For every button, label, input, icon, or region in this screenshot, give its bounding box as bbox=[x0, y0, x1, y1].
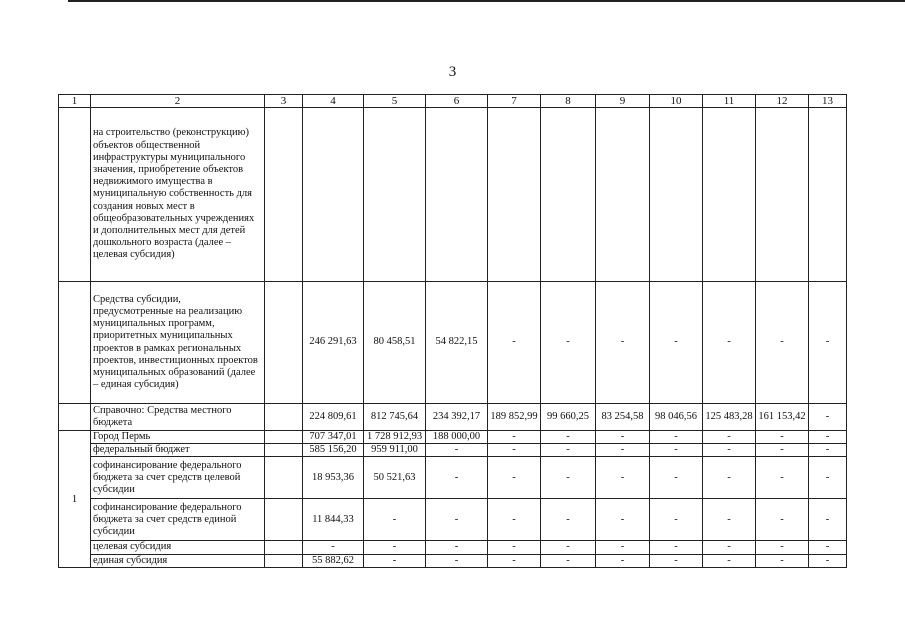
value-cell: 224 809,61 bbox=[303, 404, 364, 431]
value-cell: 189 852,99 bbox=[488, 404, 541, 431]
value-cell: 99 660,25 bbox=[541, 404, 596, 431]
value-cell bbox=[265, 404, 303, 431]
value-cell: - bbox=[756, 554, 809, 567]
row-label: федеральный бюджет bbox=[91, 444, 265, 457]
value-cell: 246 291,63 bbox=[303, 282, 364, 404]
value-cell: - bbox=[650, 444, 703, 457]
page-number: 3 bbox=[448, 64, 457, 80]
value-cell: - bbox=[809, 282, 847, 404]
value-cell: - bbox=[650, 431, 703, 444]
value-cell bbox=[265, 457, 303, 499]
table-header-row bbox=[59, 95, 847, 108]
value-cell: 959 911,00 bbox=[364, 444, 426, 457]
header-cell: 5 bbox=[364, 95, 426, 108]
value-cell: - bbox=[596, 457, 650, 499]
value-cell: - bbox=[488, 282, 541, 404]
value-cell: - bbox=[364, 499, 426, 541]
value-cell: 18 953,36 bbox=[303, 457, 364, 499]
value-cell: - bbox=[541, 444, 596, 457]
value-cell: - bbox=[596, 282, 650, 404]
value-cell: - bbox=[303, 541, 364, 554]
value-cell: - bbox=[809, 541, 847, 554]
value-cell: - bbox=[488, 554, 541, 567]
value-cell: - bbox=[541, 282, 596, 404]
value-cell: - bbox=[809, 444, 847, 457]
value-cell: - bbox=[809, 404, 847, 431]
value-cell: 707 347,01 bbox=[303, 431, 364, 444]
value-cell: - bbox=[541, 541, 596, 554]
budget-table bbox=[58, 94, 847, 568]
value-cell bbox=[703, 108, 756, 282]
row-label: единая субсидия bbox=[91, 554, 265, 567]
value-cell: - bbox=[703, 457, 756, 499]
value-cell: - bbox=[426, 541, 488, 554]
value-cell bbox=[596, 108, 650, 282]
value-cell bbox=[756, 108, 809, 282]
value-cell: - bbox=[650, 282, 703, 404]
value-cell: - bbox=[488, 499, 541, 541]
row-number-cell bbox=[59, 282, 91, 404]
value-cell: - bbox=[650, 499, 703, 541]
row-label: Город Пермь bbox=[91, 431, 265, 444]
header-cell: 6 bbox=[426, 95, 488, 108]
value-cell bbox=[265, 554, 303, 567]
value-cell: - bbox=[703, 444, 756, 457]
header-cell: 10 bbox=[650, 95, 703, 108]
value-cell bbox=[488, 108, 541, 282]
value-cell: 55 882,62 bbox=[303, 554, 364, 567]
table-row bbox=[59, 541, 847, 554]
value-cell: - bbox=[364, 554, 426, 567]
value-cell: - bbox=[703, 431, 756, 444]
value-cell: - bbox=[488, 444, 541, 457]
value-cell: - bbox=[596, 541, 650, 554]
value-cell: - bbox=[756, 444, 809, 457]
value-cell: - bbox=[703, 499, 756, 541]
value-cell: - bbox=[364, 541, 426, 554]
value-cell: 1 728 912,93 bbox=[364, 431, 426, 444]
header-cell: 1 bbox=[59, 95, 91, 108]
value-cell: 54 822,15 bbox=[426, 282, 488, 404]
header-cell: 11 bbox=[703, 95, 756, 108]
value-cell bbox=[809, 108, 847, 282]
value-cell bbox=[541, 108, 596, 282]
value-cell: - bbox=[426, 554, 488, 567]
value-cell: - bbox=[756, 282, 809, 404]
value-cell: - bbox=[596, 499, 650, 541]
row-label: на строительство (реконструкцию) объектов общественной инфраструктуры муниципального значения, приобретение объектов недвижимого имущества в муниципальную собственность для создания новых мест в общеобразовательных учреждениях и дополнительных мест для детей дошкольного возраста (далее – целевая субсидия) bbox=[91, 108, 265, 282]
value-cell: - bbox=[596, 554, 650, 567]
value-cell: - bbox=[488, 431, 541, 444]
value-cell: - bbox=[756, 499, 809, 541]
value-cell: - bbox=[809, 431, 847, 444]
header-cell: 4 bbox=[303, 95, 364, 108]
value-cell: - bbox=[650, 541, 703, 554]
value-cell bbox=[265, 541, 303, 554]
table-row bbox=[59, 444, 847, 457]
value-cell: - bbox=[426, 444, 488, 457]
value-cell: - bbox=[650, 554, 703, 567]
value-cell: - bbox=[809, 554, 847, 567]
header-cell: 3 bbox=[265, 95, 303, 108]
row-label: софинансирование федерального бюджета за счет средств целевой субсидии bbox=[91, 457, 265, 499]
header-cell: 2 bbox=[91, 95, 265, 108]
value-cell: 98 046,56 bbox=[650, 404, 703, 431]
value-cell bbox=[265, 108, 303, 282]
value-cell bbox=[303, 108, 364, 282]
value-cell: - bbox=[541, 554, 596, 567]
value-cell: - bbox=[809, 457, 847, 499]
value-cell: 80 458,51 bbox=[364, 282, 426, 404]
value-cell: - bbox=[703, 541, 756, 554]
value-cell: - bbox=[541, 457, 596, 499]
value-cell: - bbox=[541, 431, 596, 444]
table-row bbox=[59, 108, 847, 282]
value-cell: 125 483,28 bbox=[703, 404, 756, 431]
value-cell: - bbox=[596, 444, 650, 457]
row-number-cell bbox=[59, 108, 91, 282]
value-cell bbox=[265, 282, 303, 404]
value-cell: - bbox=[703, 282, 756, 404]
row-number-cell: 1 bbox=[59, 431, 91, 568]
header-cell: 9 bbox=[596, 95, 650, 108]
value-cell bbox=[426, 108, 488, 282]
value-cell bbox=[265, 431, 303, 444]
row-label: Средства субсидии, предусмотренные на реализацию муниципальных программ, приоритетных муниципальных проектов в рамках региональных проектов, инвестиционных проектов муниципальных образований (далее – единая субсидия) bbox=[91, 282, 265, 404]
row-label: софинансирование федерального бюджета за счет средств единой субсидии bbox=[91, 499, 265, 541]
value-cell: - bbox=[426, 457, 488, 499]
value-cell: 50 521,63 bbox=[364, 457, 426, 499]
header-cell: 7 bbox=[488, 95, 541, 108]
value-cell bbox=[364, 108, 426, 282]
value-cell: 585 156,20 bbox=[303, 444, 364, 457]
table-row bbox=[59, 457, 847, 499]
value-cell: - bbox=[488, 541, 541, 554]
table-row bbox=[59, 404, 847, 431]
table-row bbox=[59, 431, 847, 444]
value-cell: 812 745,64 bbox=[364, 404, 426, 431]
value-cell: - bbox=[541, 499, 596, 541]
table-row bbox=[59, 499, 847, 541]
value-cell: - bbox=[703, 554, 756, 567]
value-cell: - bbox=[809, 499, 847, 541]
value-cell bbox=[265, 444, 303, 457]
header-cell: 8 bbox=[541, 95, 596, 108]
table-body bbox=[59, 95, 847, 568]
value-cell: - bbox=[426, 499, 488, 541]
header-cell: 12 bbox=[756, 95, 809, 108]
value-cell: 188 000,00 bbox=[426, 431, 488, 444]
value-cell: - bbox=[596, 431, 650, 444]
top-rule bbox=[68, 0, 905, 2]
table-row bbox=[59, 554, 847, 567]
value-cell: 11 844,33 bbox=[303, 499, 364, 541]
value-cell bbox=[265, 499, 303, 541]
row-label: Справочно: Средства местного бюджета bbox=[91, 404, 265, 431]
value-cell: - bbox=[650, 457, 703, 499]
row-label: целевая субсидия bbox=[91, 541, 265, 554]
header-cell: 13 bbox=[809, 95, 847, 108]
value-cell: - bbox=[488, 457, 541, 499]
value-cell: 161 153,42 bbox=[756, 404, 809, 431]
row-number-cell bbox=[59, 404, 91, 431]
value-cell: - bbox=[756, 457, 809, 499]
table-row bbox=[59, 282, 847, 404]
value-cell: - bbox=[756, 541, 809, 554]
value-cell: - bbox=[756, 431, 809, 444]
value-cell: 234 392,17 bbox=[426, 404, 488, 431]
value-cell: 83 254,58 bbox=[596, 404, 650, 431]
value-cell bbox=[650, 108, 703, 282]
